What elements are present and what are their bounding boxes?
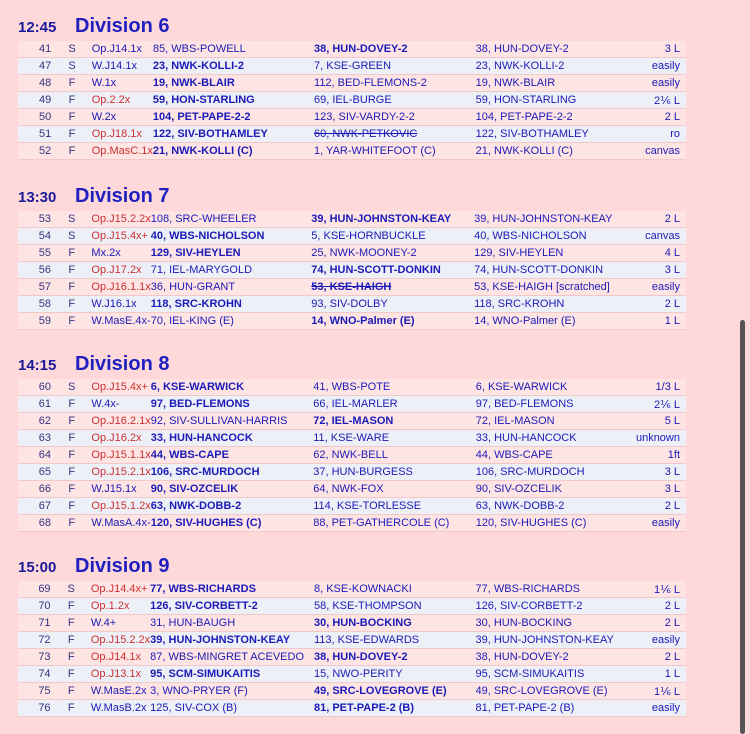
race-number: 50 [18,109,65,126]
crew-1: 21, NWK-KOLLI (C) [153,143,314,160]
race-row [18,666,686,683]
race-margin: 1 L [626,666,686,683]
race-result: 40, WBS-NICHOLSON [474,228,625,245]
race-event: W.J14.1x [79,58,153,75]
race-event: W.MasE.2x [78,683,150,700]
race-number: 71 [18,615,65,632]
race-event: Op.J15.2.2x [78,632,150,649]
crew-1: 77, WBS-RICHARDS [150,581,314,598]
race-row [18,379,686,396]
crew-2: 81, PET-PAPE-2 (B) [314,700,476,717]
crew-2: 11, KSE-WARE [313,430,475,447]
race-margin: easily [625,75,686,92]
race-event: Op.J15.1.2x [78,498,150,515]
race-row [18,649,686,666]
race-margin: 3 L [624,481,686,498]
race-row [18,109,686,126]
race-round: F [65,430,78,447]
race-result: 81, PET-PAPE-2 (B) [476,700,627,717]
race-event: Op.2.2x [79,92,153,109]
race-row [18,498,686,515]
crew-1: 106, SRC-MURDOCH [151,464,314,481]
race-result: 38, HUN-DOVEY-2 [476,41,625,58]
crew-1: 33, HUN-HANCOCK [151,430,314,447]
race-event: W.4x- [78,396,150,413]
race-number: 67 [18,498,65,515]
race-event: Op.1.2x [78,598,150,615]
crew-1: 90, SIV-OZCELIK [151,481,314,498]
race-margin: 2 L [626,615,686,632]
race-event: Op.J14.1x [79,41,153,58]
race-round: F [65,700,78,717]
race-number: 65 [18,464,65,481]
race-number: 53 [18,211,65,228]
race-round: F [65,598,78,615]
division-section [0,185,750,327]
race-margin: 3 L [625,41,686,58]
race-row [18,313,686,330]
race-event: Op.J16.2.1x [78,413,150,430]
crew-2: 25, NWK-MOONEY-2 [311,245,474,262]
crew-1: 31, HUN-BAUGH [150,615,314,632]
race-round: S [65,228,78,245]
race-row [18,413,686,430]
race-event: Op.J15.1.1x [78,447,150,464]
crew-1: 6, KSE-WARWICK [151,379,314,396]
race-number: 61 [18,396,65,413]
race-event: Op.J15.2.1x [78,464,150,481]
race-event: W.1x [79,75,153,92]
race-round: S [65,211,78,228]
race-row [18,481,686,498]
crew-2: 38, HUN-DOVEY-2 [314,649,476,666]
race-margin: 2 L [626,598,686,615]
race-margin: 2 L [624,498,686,515]
crew-2: 7, KSE-GREEN [314,58,476,75]
race-round: S [65,58,78,75]
race-event: Op.J15.2.2x [78,211,150,228]
race-round: F [65,481,78,498]
race-margin: 5 L [624,413,686,430]
race-row [18,279,686,296]
race-result: 122, SIV-BOTHAMLEY [476,126,625,143]
race-margin: 1⅙ L [626,581,686,598]
race-round: F [65,413,78,430]
race-round: S [65,41,78,58]
race-row [18,126,686,143]
race-result: 63, NWK-DOBB-2 [476,498,624,515]
race-round: F [65,92,78,109]
race-margin: 1/3 L [624,379,686,396]
race-result: 129, SIV-HEYLEN [474,245,625,262]
race-margin: easily [626,700,686,717]
crew-2: 1, YAR-WHITEFOOT (C) [314,143,476,160]
race-event: Op.J15.4x+ [78,228,150,245]
crew-1: 104, PET-PAPE-2-2 [153,109,314,126]
race-result: 14, WNO-Palmer (E) [474,313,625,330]
race-row [18,143,686,160]
race-number: 72 [18,632,65,649]
crew-2: 62, NWK-BELL [313,447,475,464]
division-time: 14:15 [18,357,57,374]
race-event: Op.J14.4x+ [78,581,150,598]
race-result: 74, HUN-SCOTT-DONKIN [474,262,625,279]
crew-1: 19, NWK-BLAIR [153,75,314,92]
crew-1: 23, NWK-KOLLI-2 [153,58,314,75]
race-round: F [65,75,78,92]
race-number: 48 [18,75,65,92]
race-result: 39, HUN-JOHNSTON-KEAY [474,211,625,228]
race-round: F [65,279,78,296]
crew-1: 40, WBS-NICHOLSON [151,228,312,245]
race-event: Mx.2x [78,245,150,262]
race-margin: 2 L [626,649,686,666]
race-result: 120, SIV-HUGHES (C) [476,515,624,532]
race-round: F [65,126,78,143]
race-row [18,683,686,700]
race-row [18,700,686,717]
race-event: Op.J14.1x [78,649,150,666]
race-event: W.2x [79,109,153,126]
race-round: F [65,245,78,262]
crew-1: 118, SRC-KROHN [151,296,312,313]
race-margin: 2⅙ L [624,396,686,413]
crew-2: 93, SIV-DOLBY [311,296,474,313]
race-result: 77, WBS-RICHARDS [476,581,627,598]
crew-2: 15, NWO-PERITY [314,666,476,683]
race-margin: 3 L [625,262,686,279]
race-number: 41 [18,41,65,58]
race-round: F [65,498,78,515]
race-round: F [65,143,78,160]
race-result: 106, SRC-MURDOCH [476,464,624,481]
race-table [18,581,686,717]
race-number: 73 [18,649,65,666]
race-number: 55 [18,245,65,262]
race-margin: easily [625,279,686,296]
race-row [18,41,686,58]
crew-2: 30, HUN-BOCKING [314,615,476,632]
race-round: F [65,666,78,683]
race-margin: 4 L [625,245,686,262]
race-margin: ro [625,126,686,143]
division-title: Division 8 [75,353,170,375]
race-result: 53, KSE-HAIGH [scratched] [474,279,625,296]
race-row [18,228,686,245]
crew-1: 122, SIV-BOTHAMLEY [153,126,314,143]
race-margin: canvas [625,143,686,160]
race-result: 44, WBS-CAPE [476,447,624,464]
crew-1: 126, SIV-CORBETT-2 [150,598,314,615]
race-result: 21, NWK-KOLLI (C) [476,143,625,160]
crew-1: 3, WNO-PRYER (F) [150,683,314,700]
race-event: Op.MasC.1x [79,143,153,160]
race-number: 62 [18,413,65,430]
race-number: 64 [18,447,65,464]
race-number: 76 [18,700,65,717]
crew-1: 108, SRC-WHEELER [151,211,312,228]
crew-1: 70, IEL-KING (E) [151,313,312,330]
race-round: F [65,296,78,313]
crew-2: 49, SRC-LOVEGROVE (E) [314,683,476,700]
crew-1: 92, SIV-SULLIVAN-HARRIS [151,413,314,430]
race-number: 66 [18,481,65,498]
crew-2: 74, HUN-SCOTT-DONKIN [311,262,474,279]
division-title: Division 6 [75,15,170,37]
race-result: 23, NWK-KOLLI-2 [476,58,625,75]
crew-2: 64, NWK-FOX [313,481,475,498]
race-number: 74 [18,666,65,683]
division-header [0,555,750,581]
race-row [18,447,686,464]
race-event: W.MasA.4x- [78,515,150,532]
race-row [18,515,686,532]
race-result: 38, HUN-DOVEY-2 [476,649,627,666]
race-margin: 3 L [624,464,686,481]
race-event: W.MasE.4x- [78,313,150,330]
race-number: 58 [18,296,65,313]
race-row [18,245,686,262]
division-title: Division 7 [75,185,170,207]
race-margin: easily [626,632,686,649]
race-event: W.J15.1x [78,481,150,498]
race-table [18,379,686,532]
crew-1: 59, HON-STARLING [153,92,314,109]
crew-1: 125, SIV-COX (B) [150,700,314,717]
race-table [18,41,686,160]
race-result: 39, HUN-JOHNSTON-KEAY [476,632,627,649]
crew-2: 8, KSE-KOWNACKI [314,581,476,598]
crew-2: 37, HUN-BURGESS [313,464,475,481]
crew-2: 39, HUN-JOHNSTON-KEAY [311,211,474,228]
race-round: F [65,515,78,532]
race-round: F [65,447,78,464]
race-result: 49, SRC-LOVEGROVE (E) [476,683,627,700]
crew-1: 71, IEL-MARYGOLD [151,262,312,279]
crew-2: 72, IEL-MASON [313,413,475,430]
crew-1: 63, NWK-DOBB-2 [151,498,314,515]
race-margin: 2 L [625,211,686,228]
race-row [18,464,686,481]
race-row [18,396,686,413]
crew-1: 97, BED-FLEMONS [151,396,314,413]
crew-1: 87, WBS-MINGRET ACEVEDO [150,649,314,666]
race-row [18,581,686,598]
race-event: Op.J15.4x+ [78,379,150,396]
crew-2: 38, HUN-DOVEY-2 [314,41,476,58]
race-result: 30, HUN-BOCKING [476,615,627,632]
division-header [0,353,750,379]
race-number: 52 [18,143,65,160]
crew-1: 129, SIV-HEYLEN [151,245,312,262]
race-row [18,632,686,649]
race-margin: 2⅙ L [625,92,686,109]
race-row [18,75,686,92]
race-number: 60 [18,379,65,396]
race-number: 63 [18,430,65,447]
race-event: Op.J17.2x [78,262,150,279]
crew-1: 36, HUN-GRANT [151,279,312,296]
race-event: Op.J16.2x [78,430,150,447]
scrollbar[interactable] [740,320,745,734]
race-event: W.4+ [78,615,150,632]
crew-2: 112, BED-FLEMONS-2 [314,75,476,92]
race-number: 47 [18,58,65,75]
race-number: 70 [18,598,65,615]
race-row [18,92,686,109]
race-result: 97, BED-FLEMONS [476,396,624,413]
race-margin: unknown [624,430,686,447]
race-number: 59 [18,313,65,330]
race-round: F [65,313,78,330]
race-margin: 1⅙ L [626,683,686,700]
race-round: S [65,581,78,598]
crew-1: 85, WBS-POWELL [153,41,314,58]
race-margin: easily [625,58,686,75]
race-row [18,262,686,279]
crew-1: 44, WBS-CAPE [151,447,314,464]
crew-2: 41, WBS-POTE [313,379,475,396]
race-round: F [65,615,78,632]
division-time: 13:30 [18,189,57,206]
race-result: 126, SIV-CORBETT-2 [476,598,627,615]
race-row [18,211,686,228]
crew-2: 113, KSE-EDWARDS [314,632,476,649]
crew-2: 88, PET-GATHERCOLE (C) [313,515,475,532]
crew-2: 123, SIV-VARDY-2-2 [314,109,476,126]
race-table [18,211,686,330]
race-number: 54 [18,228,65,245]
race-margin: easily [624,515,686,532]
race-result: 104, PET-PAPE-2-2 [476,109,625,126]
division-section [0,555,750,714]
race-round: F [65,262,78,279]
race-number: 56 [18,262,65,279]
division-header [0,15,750,41]
race-row [18,598,686,615]
race-event: Op.J18.1x [79,126,153,143]
crew-2: 114, KSE-TORLESSE [313,498,475,515]
crew-1: 120, SIV-HUGHES (C) [151,515,314,532]
race-margin: 2 L [625,296,686,313]
race-round: F [65,683,78,700]
race-round: F [65,632,78,649]
race-round: F [65,109,78,126]
race-number: 51 [18,126,65,143]
division-time: 12:45 [18,19,57,36]
race-margin: 2 L [625,109,686,126]
race-event: W.J16.1x [78,296,150,313]
race-number: 69 [18,581,65,598]
division-section [0,15,750,157]
race-margin: canvas [625,228,686,245]
race-round: F [65,396,78,413]
race-number: 68 [18,515,65,532]
crew-2: 53, KSE-HAIGH [311,279,474,296]
crew-1: 39, HUN-JOHNSTON-KEAY [150,632,314,649]
race-row [18,58,686,75]
crew-2: 60, NWK-PETKOVIC [314,126,476,143]
race-round: F [65,464,78,481]
race-margin: 1ft [624,447,686,464]
crew-2: 14, WNO-Palmer (E) [311,313,474,330]
race-result: 90, SIV-OZCELIK [476,481,624,498]
race-result: 6, KSE-WARWICK [476,379,624,396]
race-event: Op.J16.1.1x [78,279,150,296]
race-round: S [65,379,78,396]
race-event: Op.J13.1x [78,666,150,683]
crew-2: 58, KSE-THOMPSON [314,598,476,615]
race-row [18,296,686,313]
race-result: 19, NWK-BLAIR [476,75,625,92]
race-number: 75 [18,683,65,700]
crew-1: 95, SCM-SIMUKAITIS [150,666,314,683]
race-result: 59, HON-STARLING [476,92,625,109]
race-round: F [65,649,78,666]
division-section [0,353,750,529]
race-result: 118, SRC-KROHN [474,296,625,313]
crew-2: 5, KSE-HORNBUCKLE [311,228,474,245]
race-row [18,615,686,632]
race-result: 33, HUN-HANCOCK [476,430,624,447]
race-result: 72, IEL-MASON [476,413,624,430]
division-title: Division 9 [75,555,170,577]
race-row [18,430,686,447]
crew-2: 66, IEL-MARLER [313,396,475,413]
race-margin: 1 L [625,313,686,330]
race-result: 95, SCM-SIMUKAITIS [476,666,627,683]
division-header [0,185,750,211]
race-event: W.MasB.2x [78,700,150,717]
race-number: 49 [18,92,65,109]
crew-2: 69, IEL-BURGE [314,92,476,109]
race-number: 57 [18,279,65,296]
division-time: 15:00 [18,559,57,576]
